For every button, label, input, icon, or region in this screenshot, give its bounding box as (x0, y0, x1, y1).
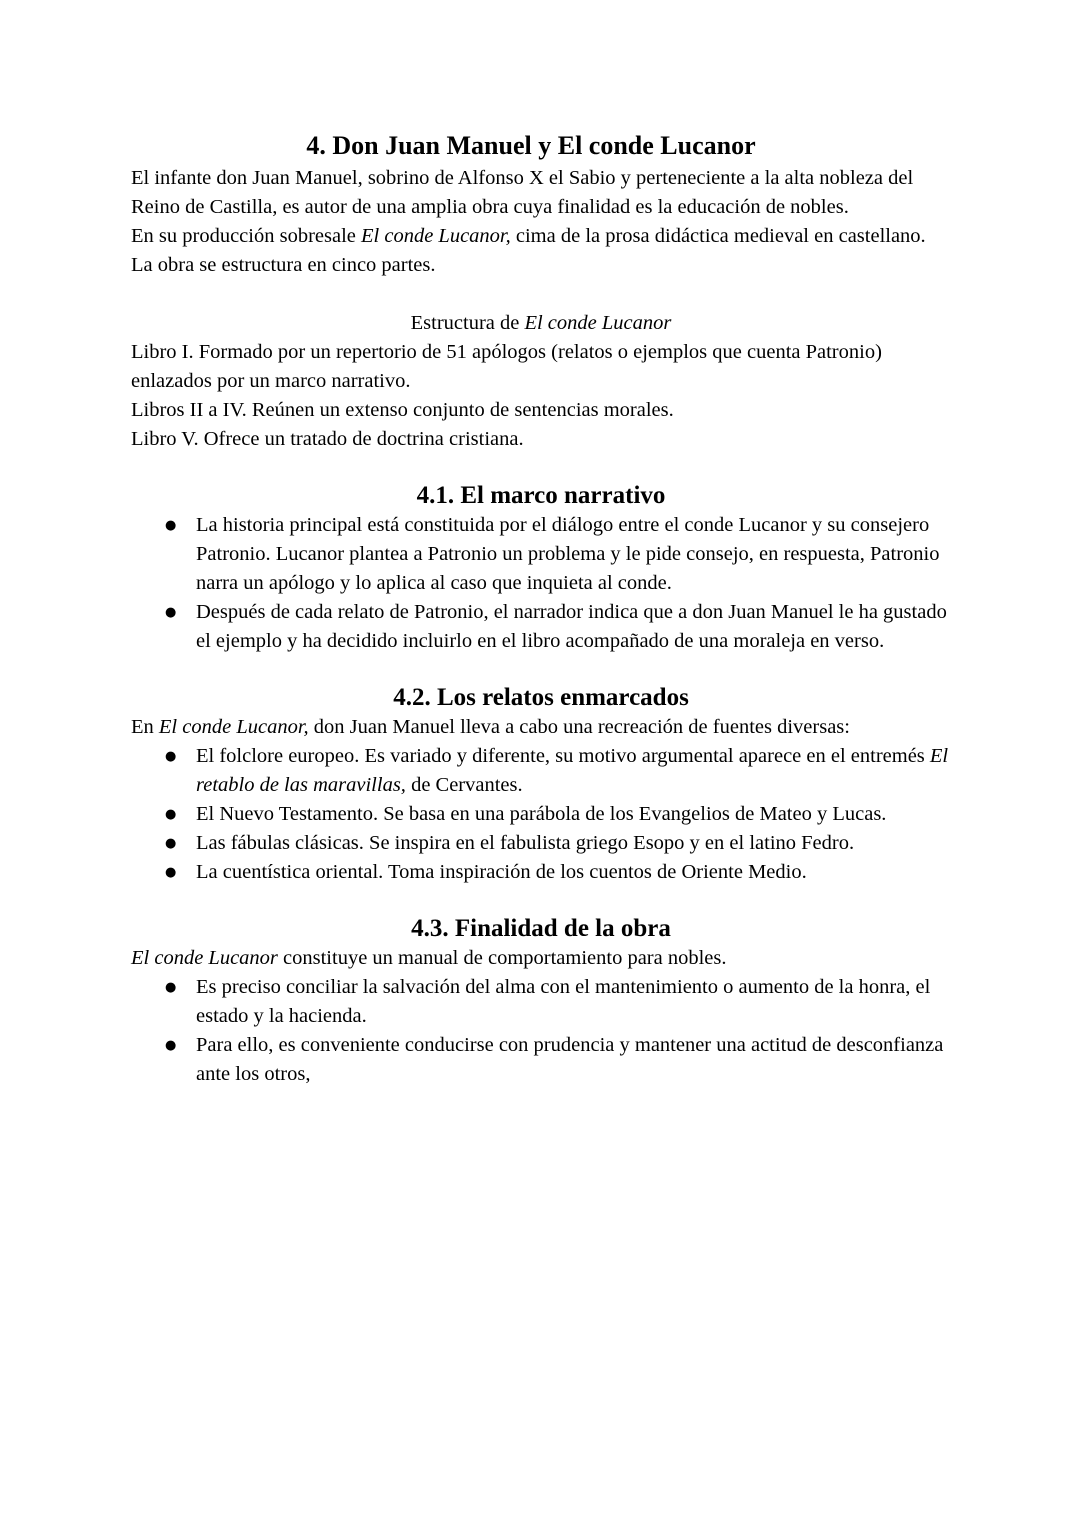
list-item-text-end: de Cervantes. (405, 774, 523, 796)
list-item (131, 858, 951, 887)
structure-item-libro-5: Libro V. Ofrece un tratado de doctrina cristiana. (131, 428, 524, 450)
list-item (131, 511, 951, 598)
list-item (131, 973, 951, 1031)
section-4-title: 4. Don Juan Manuel y El conde Lucanor (306, 131, 756, 160)
bullet-icon: ● (165, 980, 177, 995)
list-item-text: Es preciso conciliar la salvación del alma con el mantenimiento o aumento de la honra, el estado y la hacienda. (196, 976, 931, 1027)
list-item (131, 800, 951, 829)
section-42-intro (131, 713, 951, 742)
spacer (131, 656, 951, 682)
section-42-list (131, 742, 951, 887)
structure-item-libro-1: Libro I. Formado por un repertorio de 51 apólogos (relatos o ejemplos que cuenta Patronio) enlazados por un marco narrativo. (131, 341, 882, 392)
bullet-icon: ● (165, 807, 177, 822)
list-item-text: Las fábulas clásicas. Se inspira en el fabulista griego Esopo y en el latino Fedro. (196, 832, 855, 854)
section-4-intro-3: La obra se estructura en cinco partes. (131, 254, 436, 276)
list-item (131, 829, 951, 858)
section-4-intro-2 (131, 222, 951, 251)
intro-2-work-title: El conde Lucanor, (361, 225, 511, 247)
bullet-icon: ● (165, 605, 177, 620)
structure-title-text: Estructura de (410, 312, 525, 334)
list-item-text: Después de cada relato de Patronio, el narrador indica que a don Juan Manuel le ha gustado el ejemplo y ha decidido incluirlo en el libro acompañado de una moraleja en verso. (196, 601, 947, 652)
intro-work-title: El conde Lucanor (131, 947, 278, 969)
section-41-title: 4.1. El marco narrativo (416, 482, 666, 509)
section-43-title: 4.3. Finalidad de la obra (411, 915, 671, 942)
structure-item-libros-2-4: Libros II a IV. Reúnen un extenso conjunto de sentencias morales. (131, 399, 674, 421)
intro-2-text: En su producción sobresale (131, 225, 361, 247)
list-item-text: El Nuevo Testamento. Se basa en una parábola de los Evangelios de Mateo y Lucas. (196, 803, 887, 825)
bullet-icon: ● (165, 836, 177, 851)
spacer (131, 280, 951, 309)
intro-work-title: El conde Lucanor, (158, 716, 309, 738)
list-item-text: El folclore europeo. Es variado y diferente, su motivo argumental aparece en el entremés (196, 745, 930, 767)
bullet-icon: ● (165, 749, 177, 764)
section-42-title: 4.2. Los relatos enmarcados (393, 684, 689, 711)
list-item (131, 1031, 951, 1089)
bullet-icon: ● (165, 865, 177, 880)
list-item (131, 598, 951, 656)
intro-text-end: don Juan Manuel lleva a cabo una recreación de fuentes diversas: (308, 716, 850, 738)
bullet-icon: ● (165, 518, 177, 533)
section-4-intro-1: El infante don Juan Manuel, sobrino de Alfonso X el Sabio y perteneciente a la alta nobleza del Reino de Castilla, es autor de una amplia obra cuya finalidad es la educación de nobles. (131, 167, 914, 218)
spacer (131, 454, 951, 480)
document-page (131, 128, 951, 1089)
section-43-list (131, 973, 951, 1089)
list-item (131, 742, 951, 800)
intro-text: constituye un manual de comportamiento para nobles. (277, 947, 727, 969)
list-item-text: La cuentística oriental. Toma inspiración de los cuentos de Oriente Medio. (196, 861, 807, 883)
structure-title-work: El conde Lucanor (524, 312, 672, 334)
section-43-intro (131, 944, 951, 973)
spacer (131, 887, 951, 913)
intro-2-text-end: cima de la prosa didáctica medieval en castellano. (510, 225, 926, 247)
list-item-text: La historia principal está constituida por el diálogo entre el conde Lucanor y su consejero Patronio. Lucanor plantea a Patronio un problema y le pide consejo, en respuesta, Patronio narra un apólogo y lo aplica al caso que inquieta al conde. (196, 514, 940, 594)
list-item-work-title: El retablo de las maravillas, (196, 745, 949, 796)
list-item-text: Para ello, es conveniente conducirse con prudencia y mantener una actitud de desconfianza ante los otros, (196, 1034, 944, 1085)
section-41-list (131, 511, 951, 656)
bullet-icon: ● (165, 1038, 177, 1053)
intro-text: En (131, 716, 159, 738)
structure-title (131, 309, 951, 338)
